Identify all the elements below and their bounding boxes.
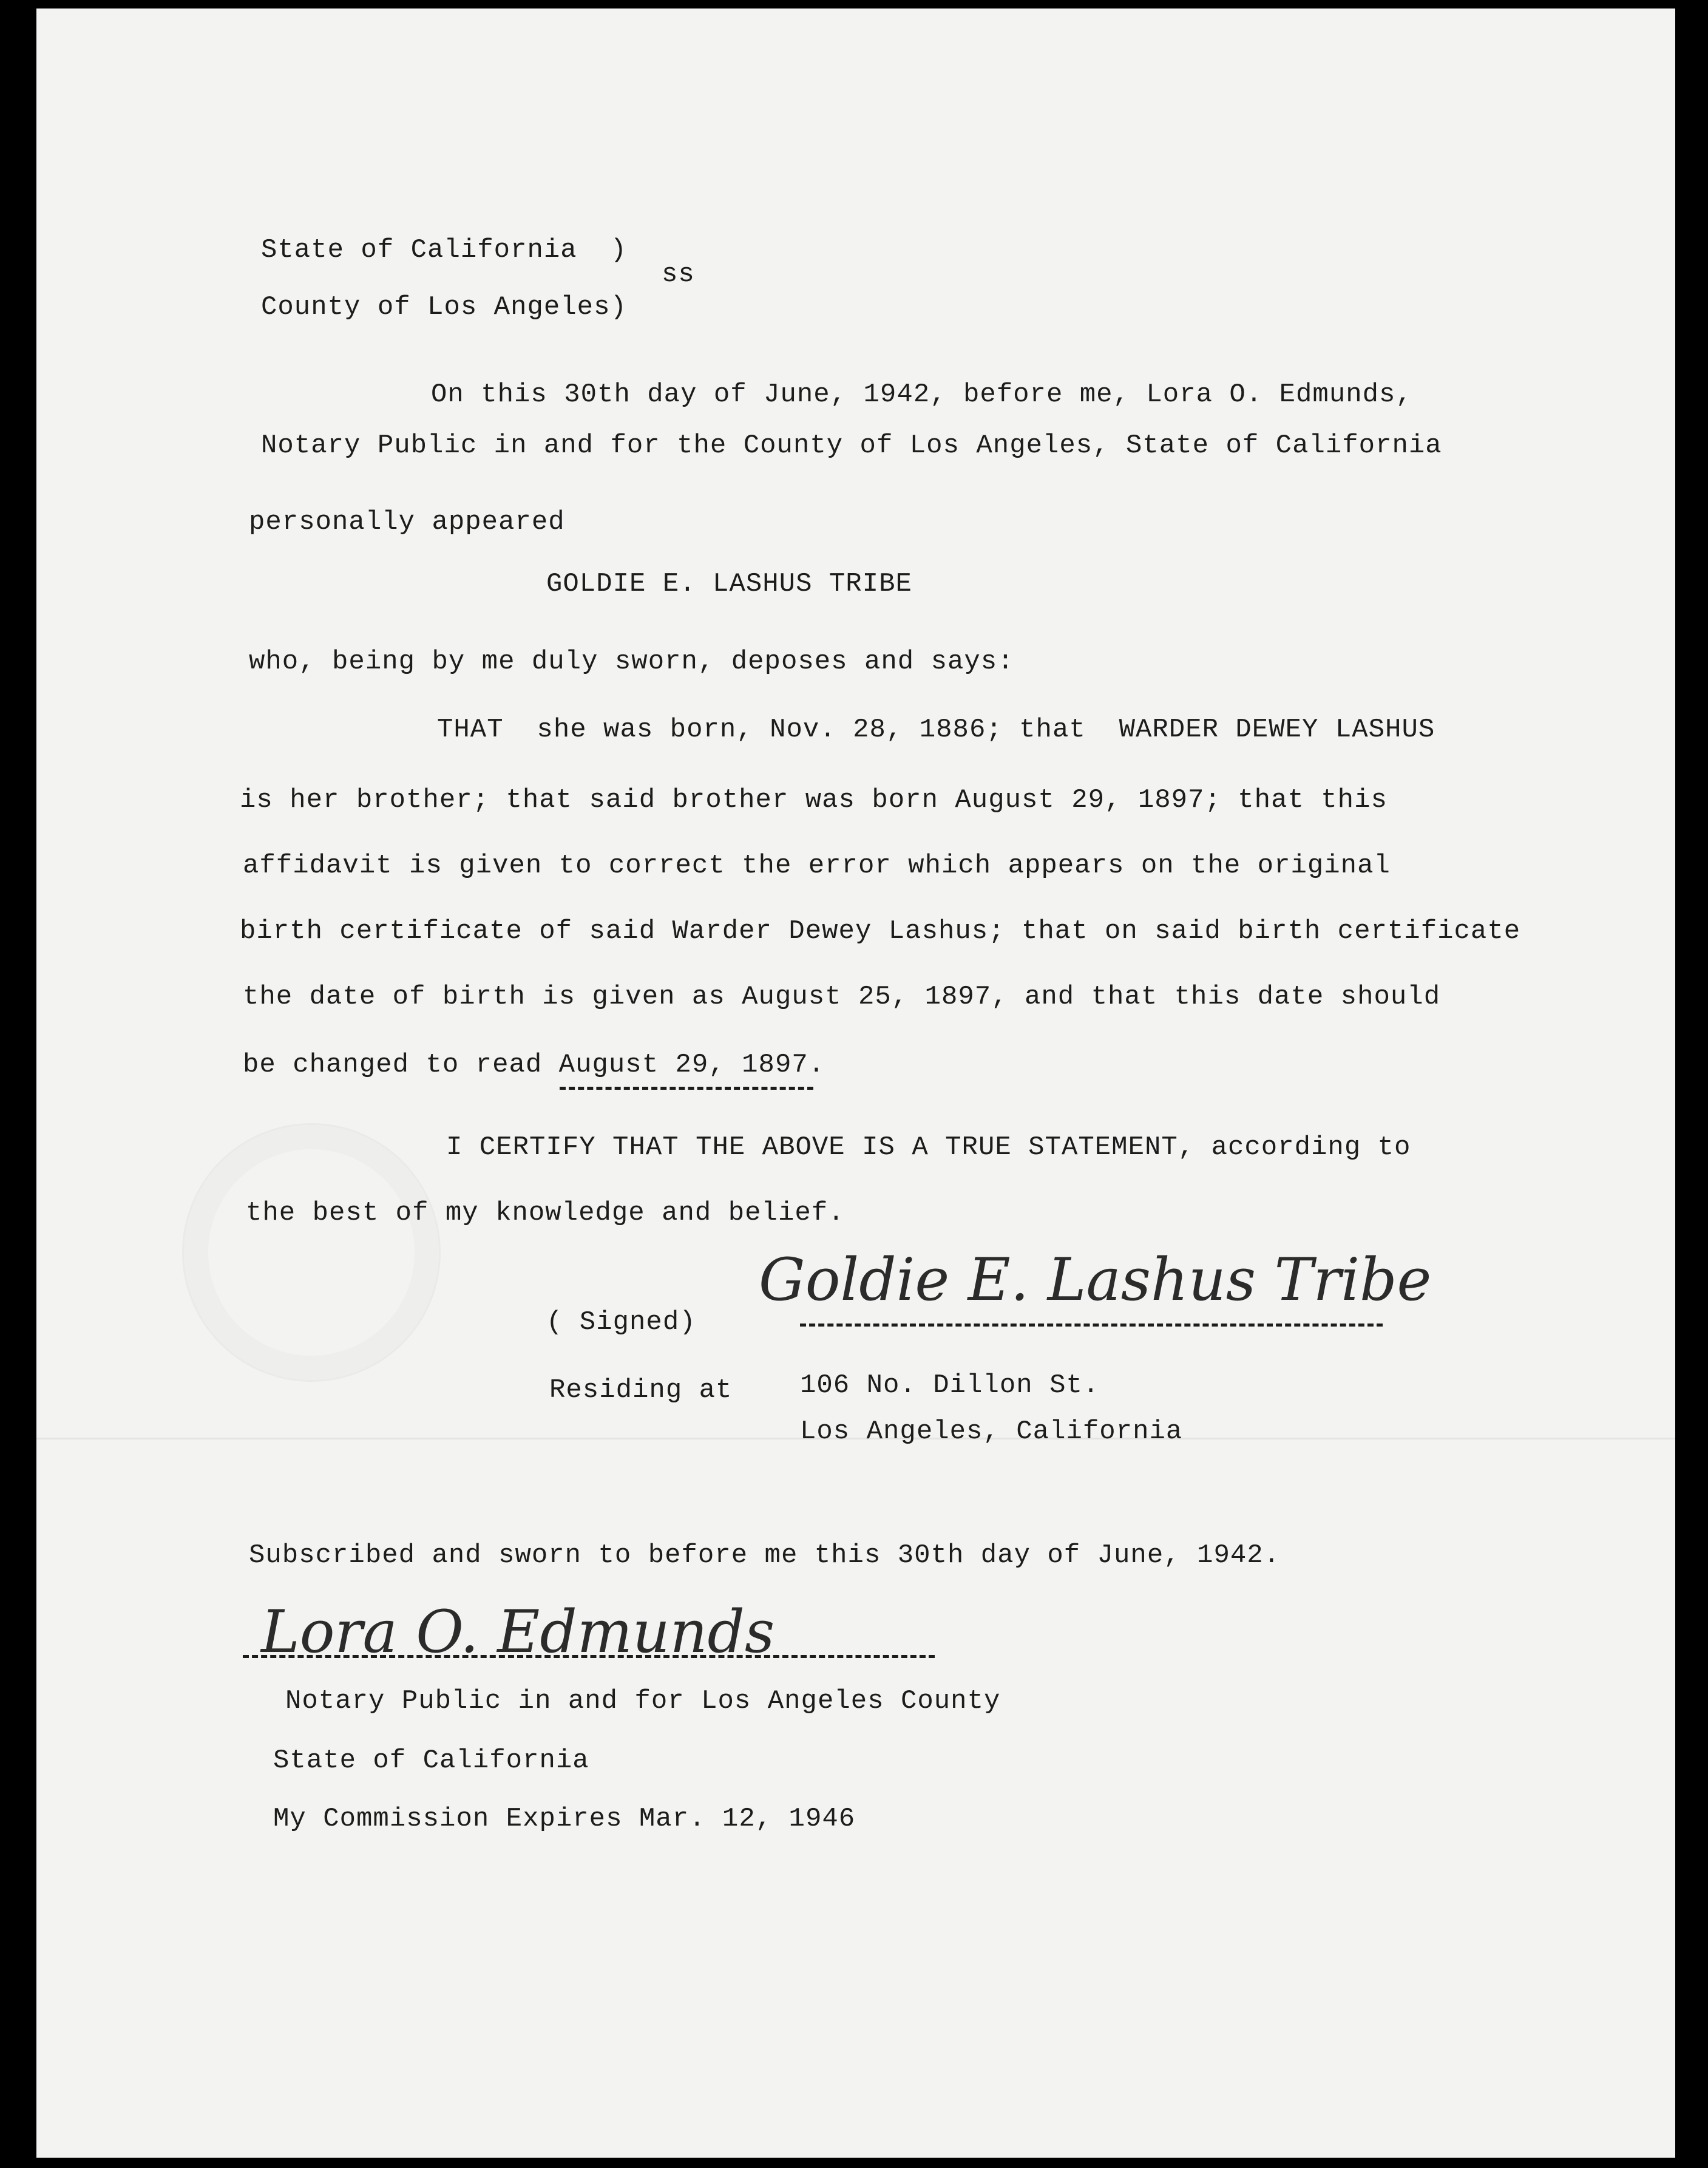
residing-label: Residing at (549, 1375, 733, 1405)
notary-title-line: Notary Public in and for Los Angeles County (285, 1686, 1001, 1716)
notary-signature: Lora O. Edmunds (261, 1598, 775, 1666)
statement-line-2: is her brother; that said brother was born August 29, 1897; that this (240, 785, 1388, 815)
certify-line-1: I CERTIFY THAT THE ABOVE IS A TRUE STATEMENT, according to (446, 1132, 1411, 1163)
venue-ss: ss (662, 259, 695, 290)
certify-line-2: the best of my knowledge and belief. (246, 1198, 845, 1228)
notary-embossed-seal (182, 1123, 441, 1382)
notary-commission-line: My Commission Expires Mar. 12, 1946 (273, 1804, 856, 1834)
signed-label: ( Signed) (546, 1307, 696, 1337)
venue-state-line: State of California ) (261, 235, 627, 265)
intro-line-2: Notary Public in and for the County of Los Angeles, State of California (261, 430, 1442, 461)
venue-county-line: County of Los Angeles) (261, 292, 627, 322)
notary-state-line: State of California (273, 1745, 589, 1776)
statement-line-1: THAT she was born, Nov. 28, 1886; that WARDER DEWEY LASHUS (437, 715, 1435, 745)
notary-signature-line (243, 1655, 935, 1658)
address-line-2: Los Angeles, California (800, 1416, 1183, 1447)
intro-line-3: personally appeared (249, 507, 565, 537)
statement-line-3: affidavit is given to correct the error which appears on the original (243, 851, 1391, 881)
jurat-line: Subscribed and sworn to before me this 30th day of June, 1942. (249, 1540, 1281, 1571)
intro-line-1: On this 30th day of June, 1942, before me, Lora O. Edmunds, (431, 379, 1412, 410)
document-page (36, 8, 1675, 2158)
affiant-signature-line (800, 1324, 1383, 1327)
affiant-name: GOLDIE E. LASHUS TRIBE (546, 569, 912, 599)
address-line-1: 106 No. Dillon St. (800, 1370, 1100, 1401)
sworn-line: who, being by me duly sworn, deposes and says: (249, 647, 1014, 677)
statement-line-5: the date of birth is given as August 25, 1897, and that this date should (243, 982, 1441, 1012)
affiant-signature: Goldie E. Lashus Tribe (759, 1246, 1432, 1314)
statement-line-6: be changed to read August 29, 1897. (243, 1050, 825, 1080)
corrected-date-underline (560, 1087, 813, 1090)
statement-line-4: birth certificate of said Warder Dewey Lashus; that on said birth certificate (240, 916, 1521, 946)
